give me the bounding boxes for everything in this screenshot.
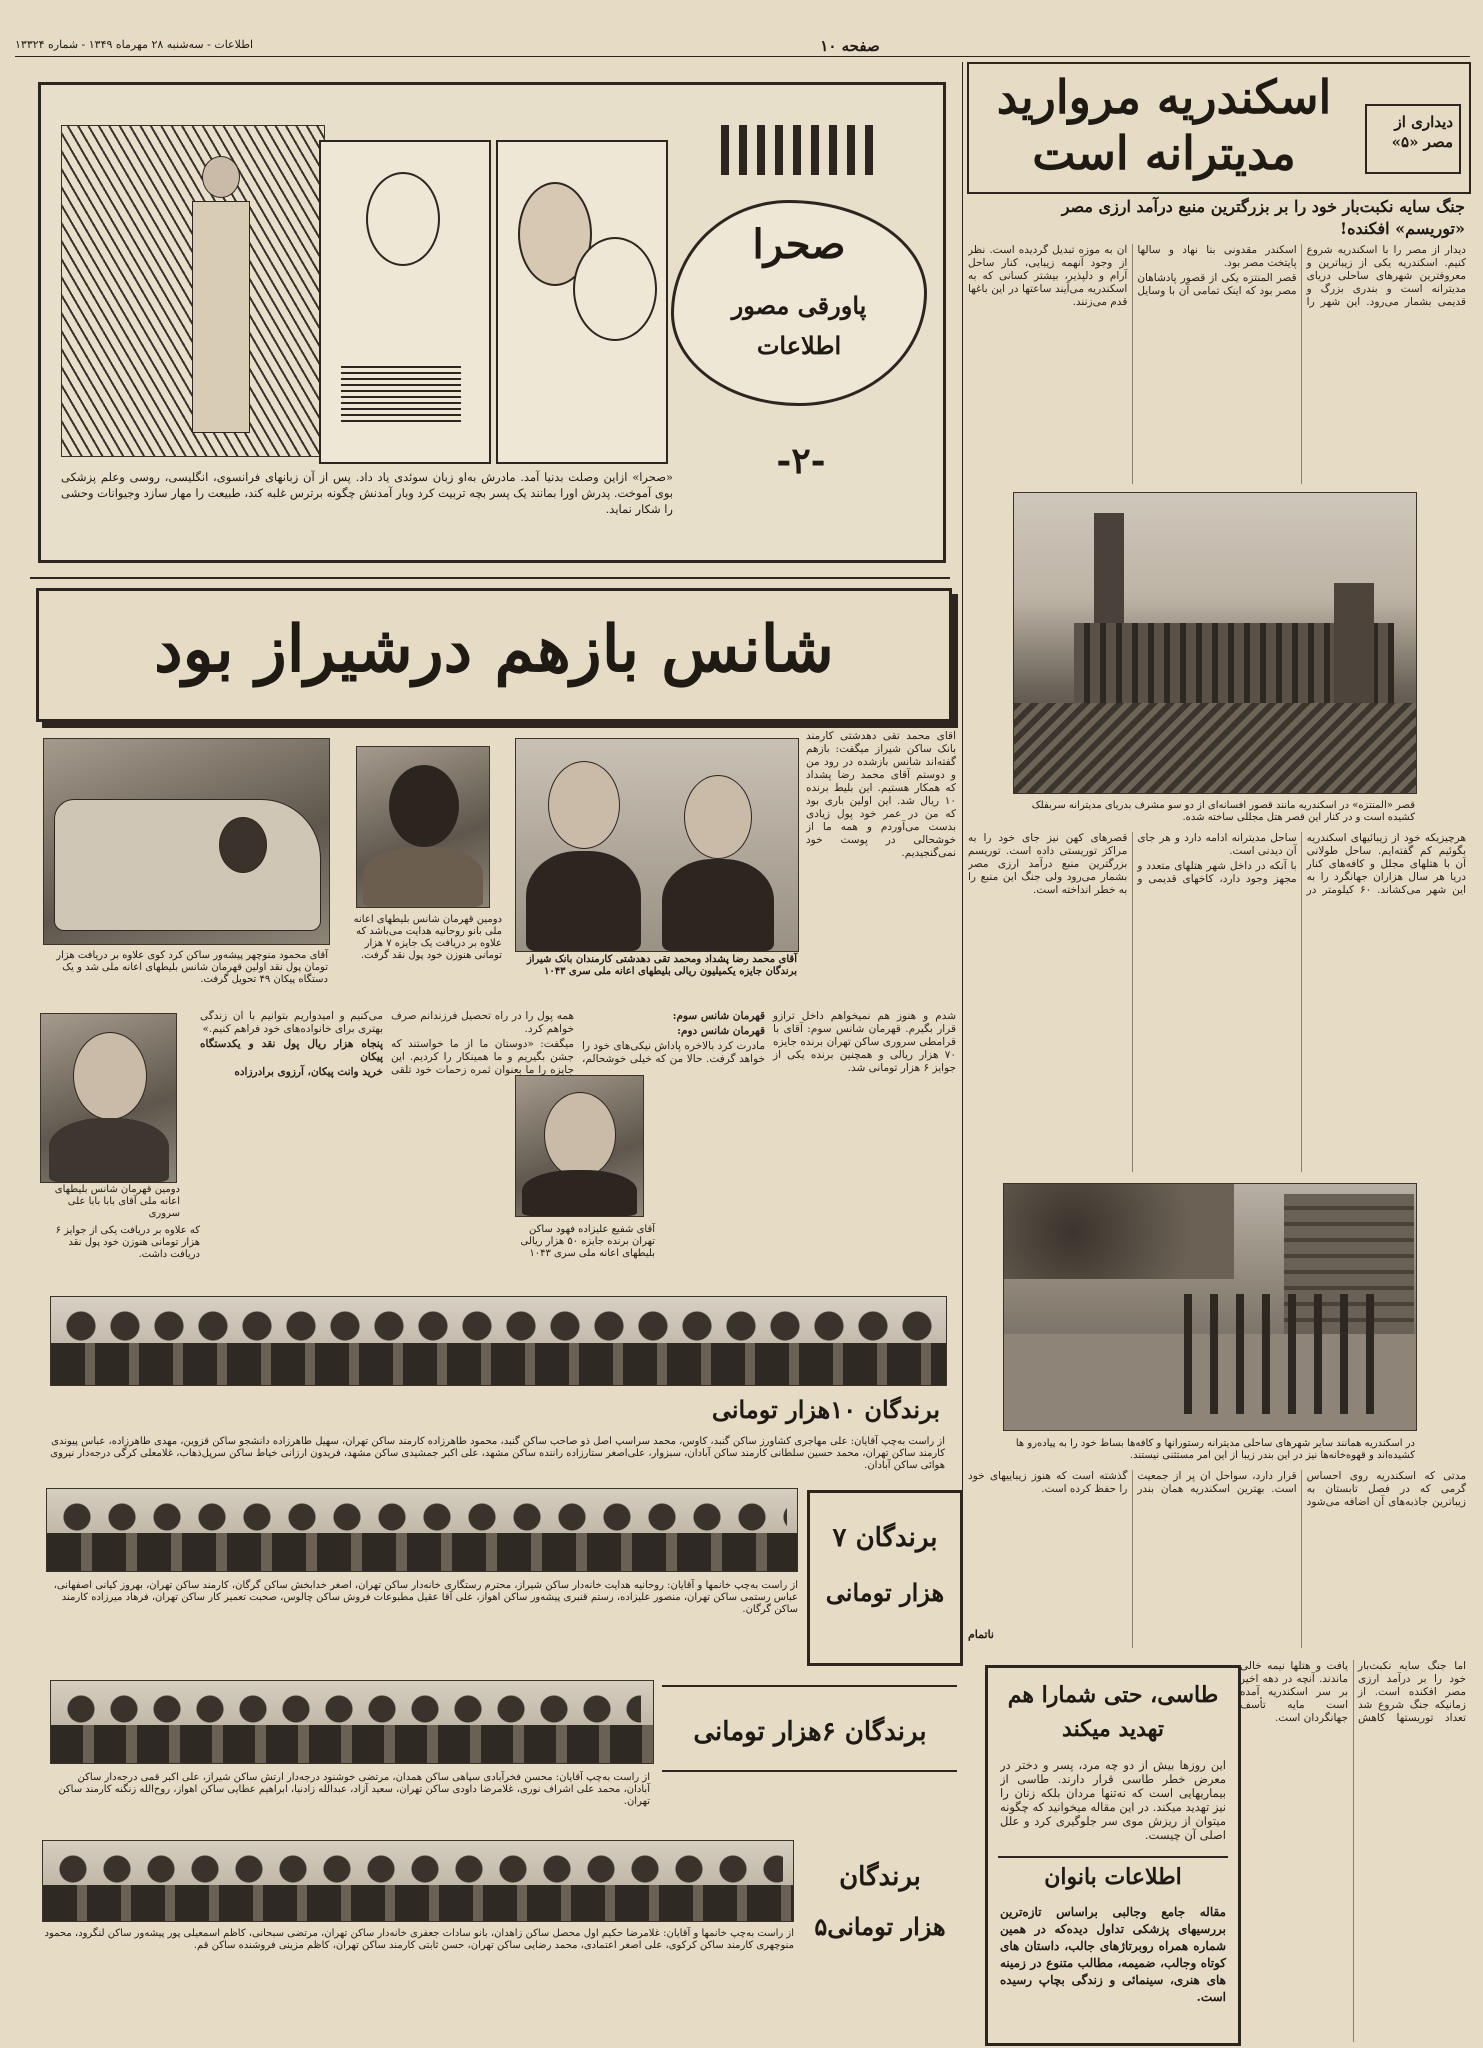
- montazah-palace-photo: [1013, 492, 1417, 794]
- serial-panel-reading: [319, 140, 491, 464]
- alex-title-line1: اسکندریه مروارید: [996, 70, 1332, 124]
- montazah-caption: قصر «المنتزه» در اسکندریه مانند قصور افسانه‌ای از دو سو مشرف بدریای مدیترانه سربفلک کشیده است و در کنار این قصر هتل مجللی ساخته شده.: [1031, 800, 1415, 823]
- lottery-text-columns: [200, 1010, 956, 1280]
- woman-head: [366, 172, 440, 266]
- alex-body4: با آنکه در داخل شهر هتلهای متعدد و مجهز وجود دارد، کاخهای قدیمی و قصرهای کهن نیز جای خود را به مراکز توریستی داده است. توریسم بزرگترین منبع درآمد ارزی مصر بشمار می‌رود ولی جنگ این منبع را به خطر انداخته است.: [968, 832, 1297, 896]
- serial-text: «صحرا» ازاین وصلت بدنیا آمد. مادرش به‌او زبان سوئدی یاد داد. پس از آن زبانهای فرانسوی، انگلیسی، روسی وعلم پزشکی بوی آموخت. پدرش اورا بمانند یک پسر بچه تربیت کرد وبار آمدنش چگونه برترس غلبه کند، طبیعت را مهار سازد وجیوانات وحشی را شکار نماید.: [61, 470, 673, 516]
- winners7-bodies: [47, 1533, 797, 1571]
- alex-body2: قصر المنتزه یکی از قصور پادشاهان مصر بود که اینک تمامی آن با وسایل آن به موزه تبدیل گردیده است. نظر از وجود آنهمه زیبایی، کنار ساحل آرام و دلپذیر، بیشتر کسانی که به اسکندریه می‌آیند ساعتها در این باغها قدم می‌زنند.: [968, 244, 1297, 308]
- winners5-bodies: [43, 1885, 793, 1921]
- winners6-title: برندگان ۶هزار تومانی: [693, 1717, 927, 1747]
- serial-panel-couple: [496, 140, 668, 464]
- winners7-heads: [57, 1501, 787, 1533]
- banovan-body: مقاله جامع وجالبی براساس تازه‌ترین بررسیهای پزشکی تداول دیده‌که در همین شماره همراه روبرتاژهای جالب، داستان های کوتاه وجالب، ضمیمه، مطالب متنوع در زمینه های هنری، سینمائی و زندگی بچاپ رسیده است.: [1000, 1905, 1226, 2004]
- lottery-cap-second-b: که علاوه بر دریافت یکی از جوایز ۶ هزار تومانی هنوزن خود پول نقد دریافت داشت.: [55, 1225, 200, 1260]
- alex-body-bottom: [1240, 1660, 1466, 2042]
- mustache-man-body: [49, 1118, 169, 1182]
- lottery-cap-shiraz: آقای محمد رضا پشداد ومحمد تقی دهدشتی کارمندان بانک شیراز برندگان جایزه یکمیلیون ریالی بلیطهای اعانه ملی سری ۱۰۴۳: [526, 954, 797, 977]
- serial-subtitle: پاورقی مصور: [731, 291, 867, 320]
- winners7-photo: [46, 1488, 798, 1572]
- lottery-cap-fifty: آقای شفیع علیزاده فهود ساکن تهران برنده جایزه ۵۰ هزار ریالی بلیطهای اعانه ملی سری ۱۰۴۳: [520, 1224, 655, 1259]
- tasi-title1: طاسی، حتی شمارا هم: [1007, 1682, 1219, 1708]
- alex-body-top: [968, 244, 1466, 484]
- winners7-title1: برندگان ۷: [832, 1523, 938, 1553]
- winners10-names: از راست به‌چپ آقایان: علی مهاجری کشاورز ساکن گنبد، کاوس، محمد سراسپ اصل ذو صاحب ساکن گنبد، محمود طاهرزاده کارمند ساکن تهران، سهیل طاهرزاده دانشجو ساکن قزوین، مهدی طاهرزاده، عباس پیوندی کارمند ساکن تهران، محمد حسین سلطانی کارمند ساکن آبادان، سبزوار، علی‌اصغر ستارزاده راننده ساکن مشهد، علی اکبر جمشیدی ساکن مشهد، فریدون ارزانی خیاط ساکن سرپل‌ذهاب، غلامعلی کرگی درجه‌دار نیروی هوائی ساکن آبادان.: [50, 1436, 945, 1471]
- alex-body-mid: [968, 832, 1466, 1172]
- serial-panel-jungle: [61, 125, 325, 457]
- mustache-man-photo: [40, 1013, 177, 1183]
- winners7-title-box: [807, 1490, 963, 1666]
- palace-right-tower: [1334, 583, 1374, 713]
- serial-tick-marks: [721, 125, 881, 175]
- masthead: اطلاعات - سه‌شنبه ۲۸ مهرماه ۱۳۴۹ - شماره ۱۳۳۲۴: [15, 38, 253, 51]
- woman-winner-head: [389, 765, 459, 847]
- lottery-top-rule: [30, 577, 950, 579]
- woman-winner-photo: [356, 746, 490, 908]
- winners7-title2: هزار تومانی: [825, 1578, 945, 1607]
- lottery-body4: شدم و هنوز هم نمیخواهم داخل ترازو قرار بگیرم. قهرمان شانس سوم: آقای با قرامطی سروری ساکن تهران برنده جایزه ۷۰ هزار ریالی و همچنین برنده یکی از جوایز ۶ هزار تومانی شد.: [773, 1010, 956, 1074]
- alex-body3: هرچیزیکه خود از زیبائیهای اسکندریه بگوئیم کم گفته‌ایم. ساحل طولانی آن با هتلهای مجلل و کافه‌های کنار دریا هر سال هزاران جهانگرد را به این شهر می‌کشاند. ۶۰ کیلومتر در ساحل مدیترانه ادامه دارد و هر جای آن دیدنی است.: [1137, 832, 1466, 896]
- tasi-box: [985, 1665, 1241, 2046]
- column-divider: [962, 62, 963, 1662]
- car-body: [54, 799, 321, 931]
- alex-title-box: [967, 62, 1471, 194]
- alex-series-box: دیداری از مصر «۵»: [1365, 104, 1461, 174]
- book: [341, 362, 461, 422]
- winners10-photo: [50, 1296, 947, 1386]
- car-driver-head: [219, 817, 267, 873]
- winners5-title-box: [805, 1842, 955, 1962]
- figure-head: [202, 156, 240, 198]
- car-winner-photo: [43, 738, 330, 945]
- winners5-photo: [42, 1840, 794, 1922]
- winners10-bodies: [51, 1343, 946, 1385]
- lottery-body1: آقای محمد تقی دهدشتی کارمند بانک ساکن شیراز میگفت: بازهم گفته‌اند شانس بازشده در رود من و دوستم آقای محمد رضا پشداد که همکار هستیم. این بلیط برنده ۱۰ ریال شد. این اولین باری بود که من در عمر خود پول زیادی بدست می‌آوردم و همه ما از خوشحالی در پوست خود نمی‌گنجیدیم.: [806, 730, 956, 859]
- serial-paper: اطلاعات: [756, 331, 842, 360]
- banovan-title: اطلاعات بانوان: [1044, 1864, 1182, 1890]
- street-cafe-caption: در اسکندریه همانند سایر شهرهای ساحلی مدیترانه رستورانها و کافه‌ها بساط خود را به پیاده‌رو ها کشیده‌اند و قهوه‌خانه‌ها نیز در این بندر زیبا از این امر مستثنی نیستند.: [1015, 1438, 1415, 1461]
- woman2-head: [573, 237, 657, 341]
- winner1-head: [548, 761, 620, 849]
- winners6-heads: [61, 1693, 641, 1725]
- winners6-photo: [50, 1680, 654, 1764]
- shiraz-winners-photo: [515, 738, 799, 952]
- lottery-body2: میگفت: «دوستان ما از ما خواستند که جشن بگیریم و ما همینکار را کردیم. این جایزه را ما بعنوان ثمره زحمات خود تلقی می‌کنیم و امیدواریم بتوانیم با آن زندگی بهتری برای خانواده‌های خود فراهم کنیم.»: [200, 1010, 574, 1076]
- lottery-headline-box: [36, 588, 952, 722]
- serial-title-cloud: [671, 200, 927, 406]
- winners6-names: از راست به‌چپ آقایان: محسن فخرآبادی سپاهی ساکن همدان، مرتضی خوشنود درجه‌دار ارتش ساکن شیراز، علی اکبر قمی درجه‌دار ساکن آبادان، محمد علی اشراف نوری، غلامرضا داودی ساکن تهران، سعید آزاد، عبدالله زادنیا، ابراهیم عطایی ساکن اهواز، روح‌الله زنگنه کارمند ساکن تهران.: [58, 1772, 650, 1807]
- header-rule: [15, 56, 1470, 57]
- winners5-title2: ۵هزار تومانی: [814, 1912, 946, 1941]
- winners5-title1: برندگان: [839, 1862, 921, 1892]
- winners10-heads: [61, 1309, 936, 1343]
- mustache-man-head: [73, 1032, 147, 1120]
- winners10-title: برندگان ۱۰هزار تومانی: [711, 1395, 940, 1424]
- alex-body5: مدتی که اسکندریه روی احساس گرمی که در فصل تابستان به زیباترین جاذبه‌های آن اضافه می‌شود قرار دارد، سواحل آن پر از جمعیت است. بهترین اسکندریه همان بندر گذشته است که هنوز زیباییهای خود را حفظ کرده است.: [968, 1470, 1466, 1508]
- alex-end-mark: ناتمام: [968, 1628, 994, 1641]
- figure-body: [192, 201, 250, 433]
- winners6-bodies: [51, 1725, 653, 1763]
- alex-body6: اما جنگ سایه نکبت‌بار خود را بر درآمد ارزی مصر افکنده است. از زمانیکه جنگ شروع شد تعداد توریستها کاهش یافت و هتلها نیمه خالی ماندند. آنچه در دهه اخیر بر سر اسکندریه آمده است مایه تأسف جهانگردان است.: [1240, 1660, 1466, 1724]
- tasi-body: این روزها بیش از دو چه مرد، پسر و دختر در معرض خطر طاسی قرار دارند. طاسی از بیماریهایی است که نه‌تنها مردان بلکه زنان را نیز تهدید میکند. در این مقاله میخوانید که چگونه میتوان از ریزش موی سر جلوگیری کرد و علل اصلی آن چیست.: [1000, 1758, 1226, 1842]
- page-number: صفحه ۱۰: [820, 37, 880, 55]
- winner2-body: [662, 859, 774, 951]
- serial-title: صحرا: [752, 221, 846, 268]
- lottery-sub2: پنجاه هزار ریال پول نقد و یکدستگاه پیکان: [200, 1038, 383, 1063]
- winner1-body: [526, 851, 641, 951]
- winners6-bottom-rule: [662, 1770, 957, 1772]
- alex-body1: دیدار از مصر را با اسکندریه شروع کنیم. اسکندریه یکی از زیباترین و معروفترین شهرهای ساحلی دریای مدیترانه است و بندری بزرگ و قدیمی بشمار می‌رود. این شهر را اسکندر مقدونی بنا نهاد و سالها پایتخت مصر بود.: [1137, 244, 1466, 308]
- cafe-people: [1184, 1294, 1384, 1414]
- winners5-heads: [53, 1853, 783, 1885]
- winners7-names: از راست به‌چپ خانمها و آقایان: روحانیه هدایت خانه‌دار ساکن شیراز، محترم رستگاری خانه‌دار ساکن تهران، اصغر خدابخش ساکن گرگان، کارمند ساکن تهران، بهروز کیانی اصفهانی، عباس رستمی ساکن تهران، منصور علیزاده، رستم قنبری پیشه‌ور ساکن اهواز، علی آقا عقیل مطبوعات فروش ساکن چالوس، صحبت تعمیر کار ساکن تهران، فرهاد میرزاده کارمند ساکن گرگان.: [53, 1580, 798, 1615]
- alex-subtitle: جنگ سایه نکبت‌بار خود را بر بزرگترین منبع درآمد ارزی مصر «توریسم» افکنده!: [1061, 197, 1465, 238]
- winner2-head: [684, 775, 752, 859]
- serial-box: [38, 82, 946, 563]
- street-cafe-photo: [1003, 1183, 1417, 1431]
- winners5-names: از راست به‌چپ خانمها و آقایان: غلامرضا حکیم اول محصل ساکن زاهدان، بانو سادات جعفری خانه‌دار ساکن تهران، مرتضی سبحانی، کاظم اسمعیلی پور پیشه‌ور ساکن لنگرود، محمود منوچهری کارمند ساکن کرکوی، علی اصغر اعتمادی، محمد رضایی ساکن تهران، حسن ثابتی کارمند ساکن تهران، کاظم مزینی فروشنده ساکن قم.: [44, 1928, 794, 1951]
- lottery-cap-car: آقای محمود منوچهر پیشه‌ور ساکن کرد کوی علاوه بر دریافت هزار تومان پول نقد اولین قهرمان شانس بلیطهای اعانه ملی شد و یک دستگاه پیکان ۴۹ تحویل گرفت.: [56, 950, 328, 985]
- serial-number: -۲-: [776, 440, 826, 482]
- palace-garden: [1014, 703, 1416, 793]
- alex-body-low: [968, 1470, 1466, 1648]
- lottery-cap-woman: دومین قهرمان شانس بلیطهای اعانه ملی بانو روحانیه هدایت می‌باشد که علاوه بر دریافت یک جایزه ۷ هزار تومانی هنوزن خود پول نقد گرفت.: [353, 914, 502, 961]
- tasi-divider: [998, 1856, 1228, 1858]
- winners6-top-rule: [662, 1685, 957, 1687]
- lottery-cap-second: دومین قهرمان شانس بلیطهای اعانه ملی آقای بابا بابا علی سروری: [54, 1184, 180, 1219]
- lottery-sub1: خرید وانت پیکان، آرزوی برادرزاده: [234, 1066, 383, 1078]
- woman-winner-body: [363, 847, 483, 907]
- cafe-trees: [1004, 1184, 1234, 1279]
- lottery-headline: شانس بازهم درشیراز بود: [154, 612, 834, 687]
- lottery-body3: مادرت کرد بالاخره پاداش نیکی‌های خود را خواهد گرفت. حالا من که خیلی خوشحالم، همه پول را در راه تحصیل فرزندانم صرف خواهم کرد.: [391, 1010, 765, 1065]
- lottery-sub3: قهرمان شانس دوم:: [677, 1025, 765, 1037]
- tasi-title2: تهدید میکند: [1062, 1716, 1164, 1742]
- lottery-sub4: قهرمان شانس سوم:: [672, 1010, 765, 1022]
- alex-title-line2: مدیترانه است: [1032, 126, 1296, 180]
